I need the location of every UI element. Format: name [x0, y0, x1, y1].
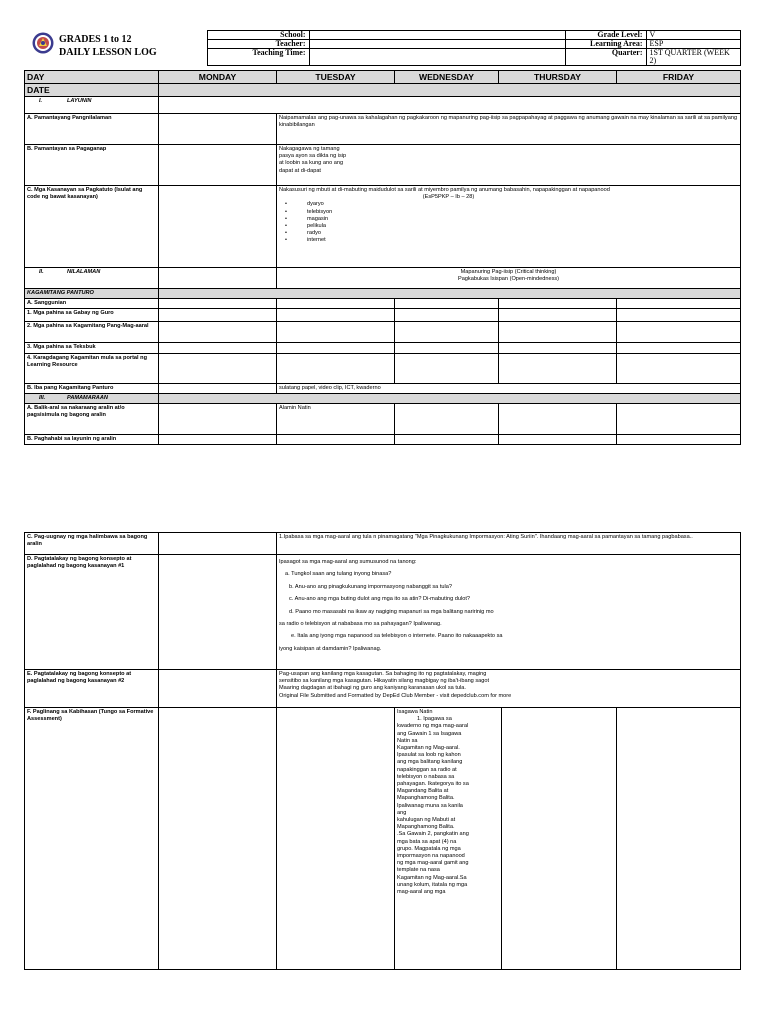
cell[interactable] [159, 708, 277, 970]
pamamaraan-number: III. [39, 394, 46, 401]
kasanayan-text: Nakasusuri ng mbuti at di-mabuting maidudulot sa sarili at miyembro pamilya ng anumang babasahin, napapakinggan at napapanood [279, 187, 610, 193]
gabay-guro-label: 1. Mga pahina sa Gabay ng Guro [25, 309, 159, 322]
f-line: Magandang Balita at [397, 788, 449, 795]
cell[interactable] [277, 708, 395, 970]
cell[interactable] [617, 343, 741, 353]
cell[interactable] [502, 708, 617, 970]
cell[interactable] [617, 309, 741, 322]
school-label: School: [207, 31, 309, 40]
learning-resource-label: 4. Karagdagang Kagamitan mula sa portal ng Learning Resource [25, 353, 159, 383]
teksbuk-label: 3. Mga pahina sa Teksbuk [25, 343, 159, 353]
title-line-2: DAILY LESSON LOG [59, 47, 157, 58]
nilalaman-number: II. [39, 269, 44, 275]
pagaganap-line: pasya ayon sa dikta ng isip [279, 153, 347, 160]
f-line: ang Gawain 1 sa Isagawa [397, 730, 462, 737]
day-monday: MONDAY [159, 71, 277, 84]
tanong-d-cont: sa radio o telebisyon at nababasa mo sa pahayagan? Ipaliwanag. [279, 621, 442, 628]
f-line: napakinggan sa radio at [397, 766, 457, 773]
kagamitang-mag-aaral-label: 2. Mga pahina sa Kagamitang Pang-Mag-aaral [25, 322, 159, 343]
tanong-c: c. Anu-ano ang mga buting dulot ang mga ito sa atin? Di-mabuting dulot? [289, 596, 470, 603]
list-item: • magasin [285, 216, 738, 223]
f-line: ng mga mag-aaral gamit ang [397, 860, 469, 867]
kasanayan-code: (EsP5PKP – Ib – 28) [422, 194, 475, 201]
quarter-value[interactable]: 1ST QUARTER (WEEK 2) [646, 49, 740, 66]
f-line: Kagamitan ng Mag-aaral. [397, 745, 460, 752]
pagaganap-line: Nakagagawa ng tamang [279, 146, 340, 152]
sanggunian-label: A. Sanggunian [25, 299, 159, 309]
media-list [279, 201, 738, 244]
cell[interactable] [617, 353, 741, 383]
monday-cell[interactable] [159, 114, 277, 145]
cell[interactable] [395, 309, 499, 322]
cell[interactable] [499, 404, 617, 435]
tanong-d: d. Paano mo masasabi na ikaw ay nagiging mapanuri sa mga balitang naririnig mo [289, 608, 494, 615]
lesson-log-table [24, 70, 741, 445]
f-line: kwaderno ng mga mag-aaral [397, 723, 469, 730]
pamantayang-pangnilalaman-label: A. Pamantayang Pangnilalaman [25, 114, 159, 145]
cell[interactable] [395, 322, 499, 343]
f-line: template na nasa [397, 867, 440, 874]
school-value[interactable] [309, 31, 565, 40]
f-line: mga bata sa apat (4) na [397, 838, 457, 845]
teaching-time-label: Teaching Time: [207, 49, 309, 66]
day-tuesday: TUESDAY [277, 71, 395, 84]
day-wednesday: WEDNESDAY [395, 71, 499, 84]
cell[interactable] [499, 322, 617, 343]
f-line: Ipaliwanag muna sa kanila [397, 802, 463, 809]
learning-area-value[interactable]: ESP [646, 40, 740, 49]
nilalaman-text [277, 268, 741, 289]
pagaganap-line: at loobin sa kung ano ang [279, 160, 344, 167]
grade-level-label: Grade Level: [565, 31, 646, 40]
monday-cell[interactable] [159, 268, 277, 289]
teaching-time-value[interactable] [309, 49, 565, 66]
f-line: pahayagan. Ikategorya ito sa [397, 781, 469, 788]
pamamaraan-label: PAMAMARAAN [67, 394, 108, 401]
cell[interactable] [277, 322, 395, 343]
f-line: 1. Ipagawa sa [417, 716, 452, 723]
date-label: DATE [25, 84, 159, 97]
f-line: ang mga balitang kanilang [397, 759, 463, 766]
f-line: grupo. Magpatala ng mga [397, 845, 461, 852]
cell[interactable] [617, 322, 741, 343]
pagtatalakay-1-cell [277, 555, 741, 670]
cell[interactable] [395, 353, 499, 383]
monday-cell[interactable] [159, 383, 277, 393]
grade-level-value[interactable]: V [646, 31, 740, 40]
tanong-e: e. Itala ang iyong mga napanood sa telebisyon o internete. Paano ito nakaaapekto sa [291, 633, 503, 640]
f-line: Natin sa [397, 737, 418, 744]
f-line: Isagawa Natin [397, 709, 433, 715]
balik-aral-text: Alamin Natin [277, 404, 395, 435]
nilalaman-line-1: Mapanuring Pag-iisip (Critical thinking) [460, 269, 557, 275]
cell[interactable] [159, 322, 277, 343]
cell[interactable] [277, 353, 395, 383]
lesson-log-table-continued [24, 532, 741, 970]
f-line: Ipasulat sa loob ng kahon [397, 752, 461, 759]
cell[interactable] [395, 404, 499, 435]
pagaganap-line: dapat at di-dapat [279, 167, 321, 174]
pag-uugnay-label: C. Pag-uugnay ng mga halimbawa sa bagong aralin [25, 533, 159, 555]
watermark-note: Original File Submitted and Formatted by DepEd Club Member - visit depedclub.com for more [279, 692, 512, 699]
f-line: unang kolum, itatala ng mga [397, 881, 468, 888]
monday-cell[interactable] [159, 186, 277, 268]
cell[interactable] [617, 435, 741, 445]
paglinang-label: F. Paglinang sa Kabihasan (Tungo sa Formative Assessment) [25, 708, 159, 970]
f-line: Mapanghamong Balita. [397, 795, 455, 802]
cell[interactable] [159, 435, 277, 445]
cell[interactable] [159, 555, 277, 670]
cell[interactable] [499, 343, 617, 353]
cell[interactable] [617, 404, 741, 435]
nilalaman-line-2: Pagkabukas Isispan (Open-mindedness) [457, 276, 560, 283]
tanong-intro: Ipasagot sa mga mag-aaral ang sumusunod na tanong: [279, 559, 417, 565]
tanong-a: a. Tungkol saan ang tulang inyong binasa? [285, 571, 392, 578]
monday-cell[interactable] [159, 145, 277, 186]
kagamitang-panturo-label: KAGAMITANG PANTURO [25, 289, 159, 299]
f-line: .Sa Gawain 2, pangkatin ang [397, 831, 469, 838]
pagtatalakay-2-line: sensitibo sa kanilang mga kasagutan. Hikayatin silang magbigay ng iba't-ibang sagot [279, 678, 490, 685]
teacher-label: Teacher: [207, 40, 309, 49]
f-line: impormasyon na napanood [397, 853, 465, 860]
header-table [24, 30, 741, 66]
layunin-number: I. [39, 98, 43, 104]
day-friday: FRIDAY [617, 71, 741, 84]
day-label: DAY [25, 71, 159, 84]
iba-pang-kagamitan-text: sulatang papel, video clip, ICT, kwaderno [277, 383, 741, 393]
pamantayang-pangnilalaman-text: Naipamamalas ang pag-unawa sa kahalagahan ng pagkakaroon ng mapanuring pag-iisip sa pagpapahayag at paggawa ng anumang gawain na may kinalaman sa sarili at sa pamilyang kinabibilangan [277, 114, 741, 145]
cell[interactable] [159, 670, 277, 708]
pagtatalakay-2-line: Maaring dagdagan at ibahagi ng guro ang kaniyang karanasan ukol sa tula. [279, 685, 466, 692]
tanong-b: b. Anu-ano ang pinagkukunang impormasyong nabanggit sa tula? [289, 583, 452, 590]
section-nilalaman [25, 268, 159, 289]
isagawa-natin-cell [395, 708, 502, 970]
date-value[interactable] [159, 84, 741, 97]
cell[interactable] [277, 343, 395, 353]
f-line: Mapanghamong Balita. [397, 824, 455, 831]
f-line: Kagamitan ng Mag-aaral.Sa [397, 874, 467, 881]
cell[interactable] [395, 343, 499, 353]
cell[interactable] [159, 343, 277, 353]
pamantayan-pagaganap-label: B. Pamantayan sa Pagaganap [25, 145, 159, 186]
cell[interactable] [159, 533, 277, 555]
cell[interactable] [499, 435, 617, 445]
list-item: • internet [285, 237, 738, 244]
day-thursday: THURSDAY [499, 71, 617, 84]
pagtatalakay-1-label: D. Pagtatalakay ng bagong konsepto at paglalahad ng bagong kasanayan #1 [25, 555, 159, 670]
quarter-label: Quarter: [565, 49, 646, 66]
title-line-1: GRADES 1 to 12 [59, 34, 132, 45]
teacher-value[interactable] [309, 40, 565, 49]
pag-uugnay-text: 1.Ipabasa sa mga mag-aaral ang tula n pinamagatang "Mga Pinagkukunang Impormasyon: Ating Suriin". Ihandaang mag-aaral sa pamantayan sa tamang pagbabasa.. [277, 533, 741, 555]
list-item: • pelikula [285, 223, 738, 230]
learning-area-label: Learning Area: [565, 40, 646, 49]
f-line: mag-aaral ang mga [397, 889, 446, 896]
cell[interactable] [499, 309, 617, 322]
list-item: • dyaryo [285, 201, 738, 208]
f-line: kahulugan ng Mabuti at [397, 817, 456, 824]
f-line: telebisyon o nabasa sa [397, 773, 455, 780]
pagtatalakay-2-cell [277, 670, 741, 708]
pagtatalakay-2-label: E. Pagtatalakay ng bagong konsepto at paglalahad ng bagong kasanayan #2 [25, 670, 159, 708]
cell[interactable] [277, 309, 395, 322]
pamantayan-pagaganap-text [277, 145, 741, 186]
list-item: • telebisyon [285, 209, 738, 216]
section-layunin [25, 97, 159, 114]
kasanayan-label: C. Mga Kasanayan sa Pagkatuto (Isulat ang code ng bawat kasanayan) [25, 186, 159, 268]
cell[interactable] [395, 435, 499, 445]
cell[interactable] [277, 435, 395, 445]
kasanayan-cell [277, 186, 741, 268]
cell[interactable] [617, 708, 741, 970]
nilalaman-label: NILALAMAN [67, 269, 101, 275]
cell[interactable] [499, 353, 617, 383]
iba-pang-kagamitan-label: B. Iba pang Kagamitang Panturo [25, 383, 159, 393]
layunin-label: LAYUNIN [67, 98, 92, 104]
f-line: ang [397, 809, 407, 816]
balik-aral-label: A. Balik-aral sa nakaraang aralin at/o pagsisimula ng bagong aralin [25, 404, 159, 435]
paghahabi-label: B. Paghahabi sa layunin ng aralin [25, 435, 159, 445]
pagtatalakay-2-line: Pag-usapan ang kanilang mga kasagutan. Sa bahaging ito ng pagtatalakay, maging [279, 671, 487, 677]
cell[interactable] [159, 404, 277, 435]
section-pamamaraan [25, 393, 159, 403]
cell[interactable] [159, 309, 277, 322]
list-item: • radyo [285, 230, 738, 237]
cell[interactable] [159, 353, 277, 383]
tanong-e-cont: iyong kaisipan at damdamin? Ipaliwanag. [279, 645, 382, 652]
